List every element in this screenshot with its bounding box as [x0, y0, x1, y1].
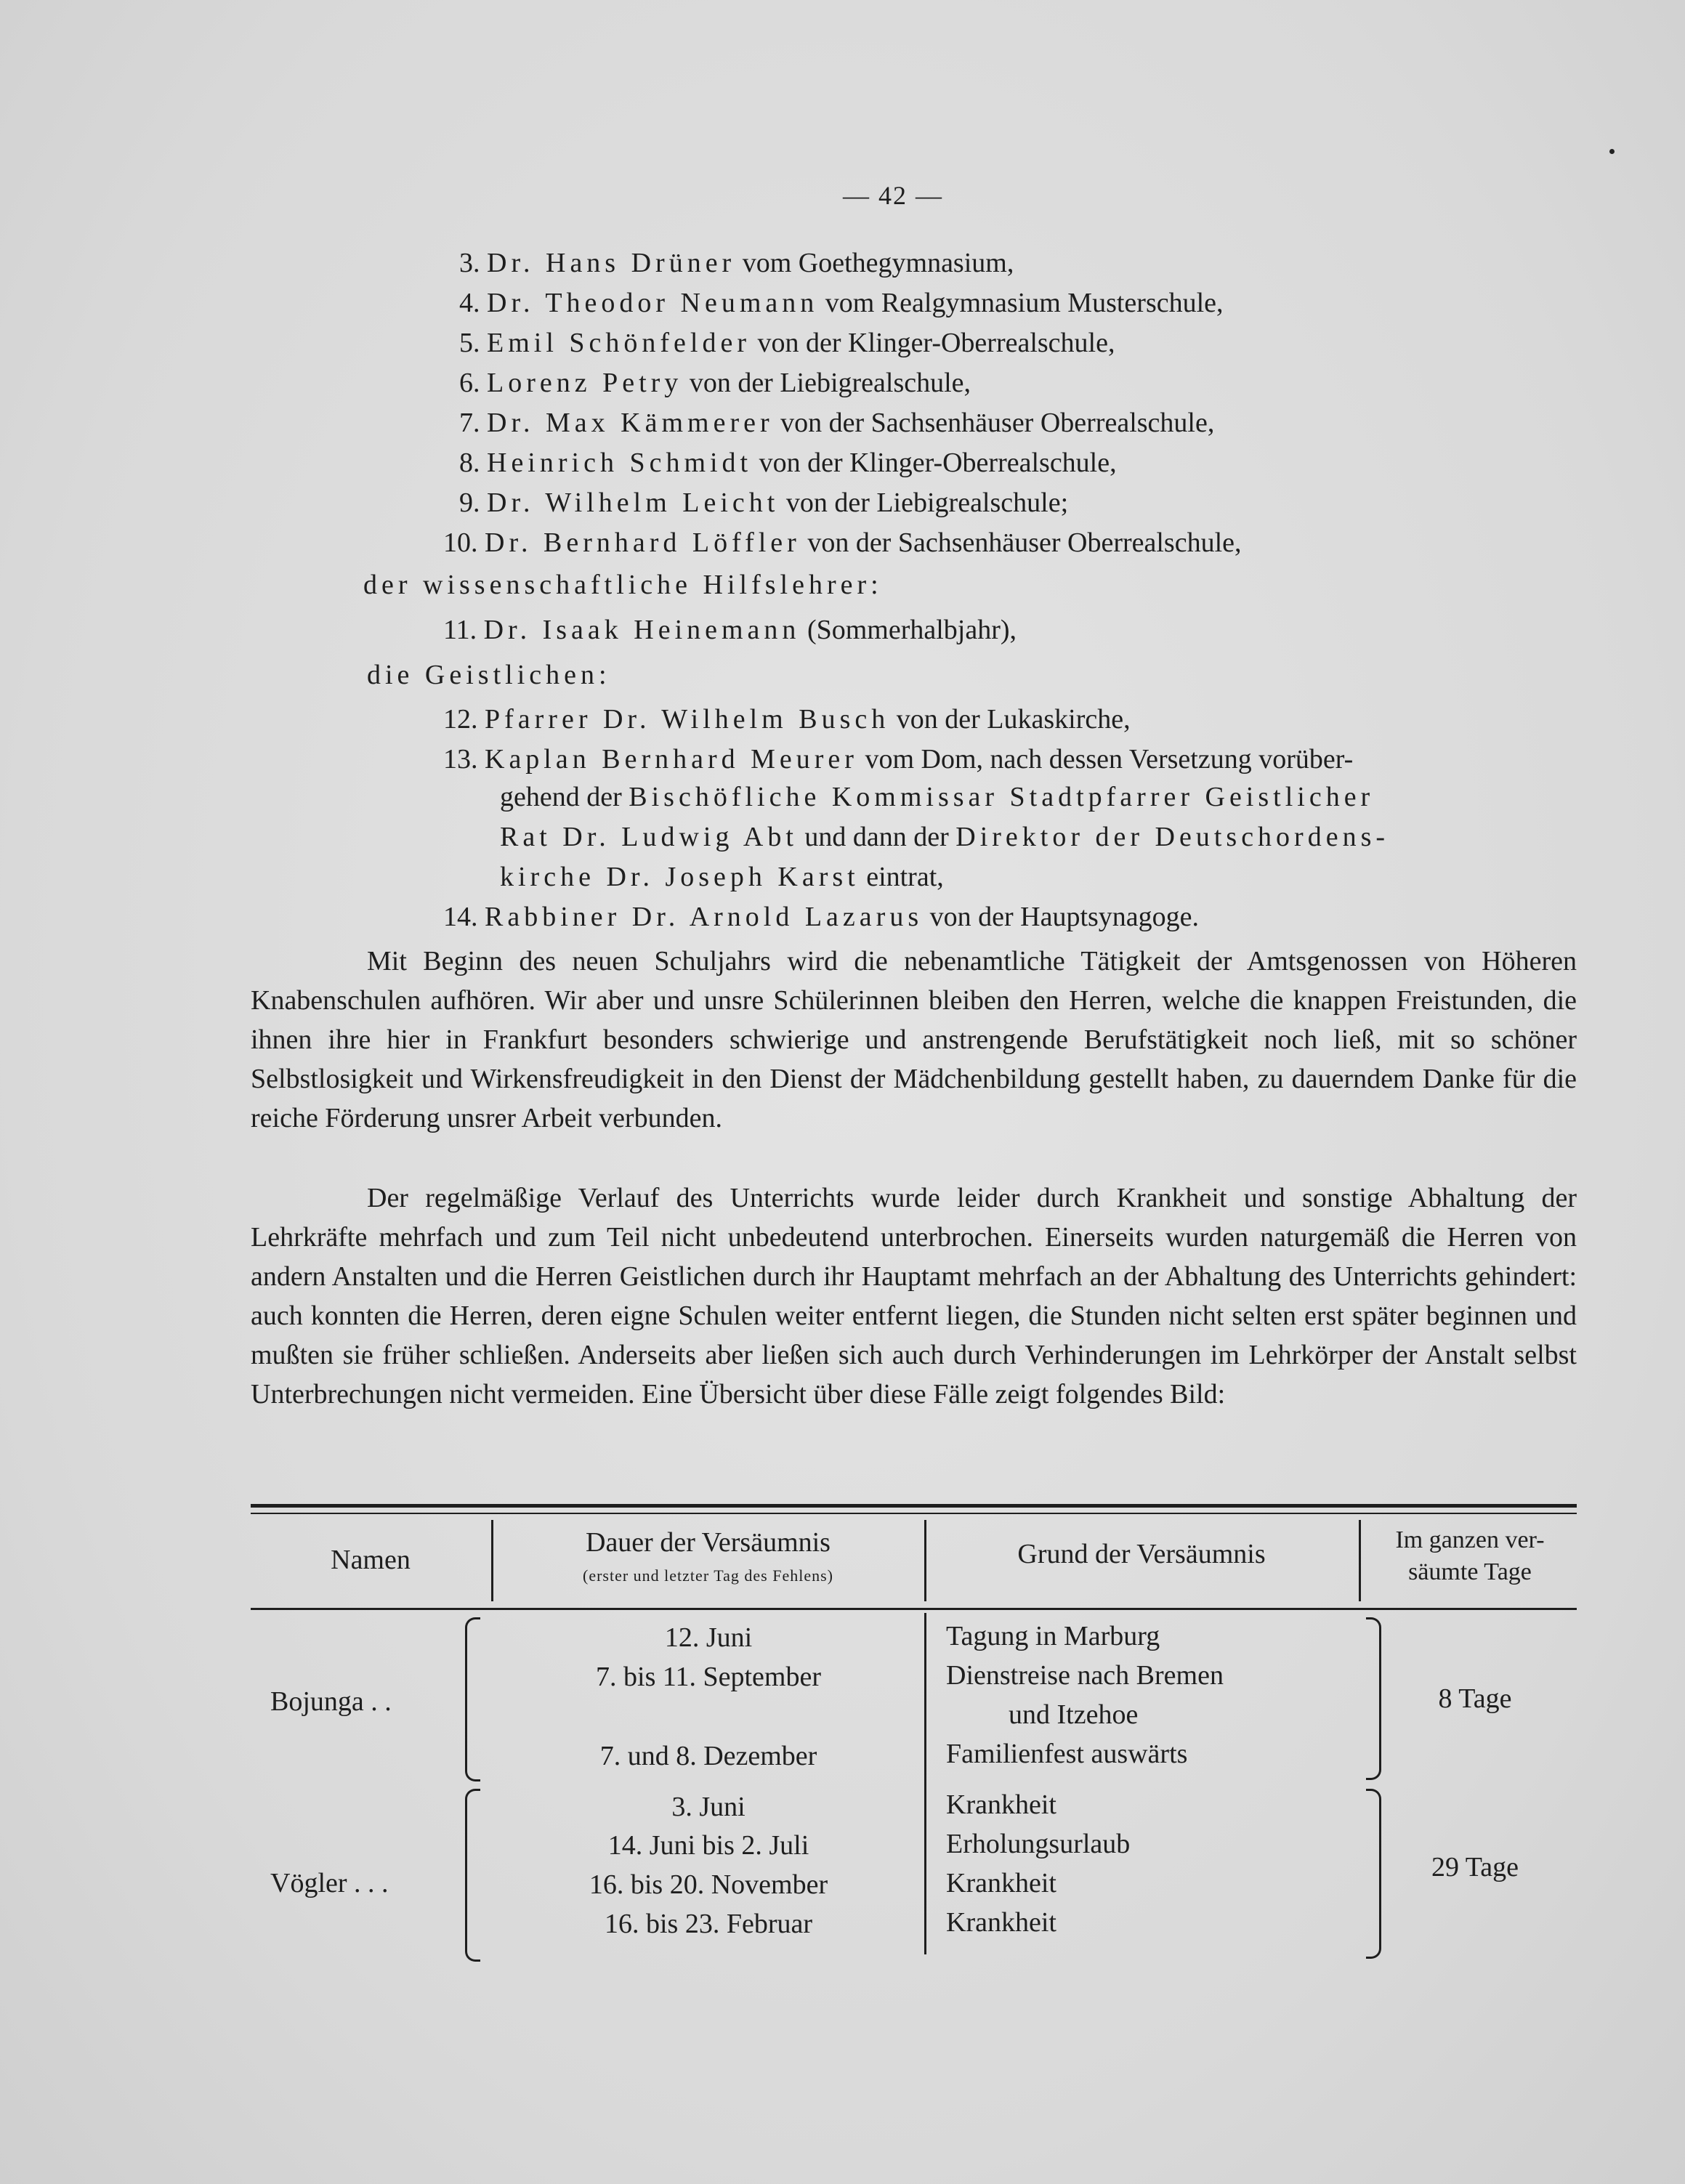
table-cell-date: 7. bis 11. September	[596, 1662, 821, 1692]
header-dauer	[496, 1526, 921, 1593]
speck-mark	[1609, 149, 1615, 154]
table-cell-reason: Krankheit	[946, 1907, 1056, 1938]
header-total	[1363, 1524, 1577, 1588]
table-cell-date: 12. Juni	[664, 1622, 753, 1653]
brace-left	[465, 1789, 480, 1962]
table-cell-date: 16. bis 20. November	[589, 1869, 828, 1900]
table-cell-date: 14. Juni bis 2. Juli	[607, 1830, 809, 1861]
list-item: 13. Kaplan Bernhard Meurer vom Dom, nach dessen Versetzung vorüber-	[443, 744, 1354, 774]
table-cell-date: 7. und 8. Dezember	[599, 1741, 817, 1771]
list-item-continuation: Rat Dr. Ludwig Abt und dann der Direktor der Deutschordens-	[500, 822, 1390, 852]
list-item: 6. Lorenz Petry von der Liebigrealschule,	[459, 368, 971, 398]
header-total-line2: säumte Tage	[1408, 1558, 1532, 1585]
table-cell-reason: Erholungsurlaub	[946, 1829, 1131, 1859]
list-item: 8. Heinrich Schmidt von der Klinger-Oberrealschule,	[459, 448, 1117, 478]
header-grund: Grund der Versäumnis	[1017, 1539, 1266, 1569]
list-item: 10. Dr. Bernhard Löffler von der Sachsenhäuser Oberrealschule,	[443, 527, 1242, 558]
table-top-rule-thin	[251, 1513, 1577, 1514]
section-heading: der wissenschaftliche Hilfslehrer:	[363, 570, 883, 600]
table-cell-reason: Krankheit	[946, 1868, 1056, 1898]
table-cell-total: 8 Tage	[1438, 1683, 1512, 1714]
table-header-rule	[251, 1608, 1577, 1610]
table-cell-reason: Familienfest auswärts	[946, 1739, 1188, 1769]
column-divider	[924, 1520, 926, 1601]
list-item: 4. Dr. Theodor Neumann vom Realgymnasium Musterschule,	[459, 288, 1224, 318]
table-row-name: Vögler . . .	[270, 1868, 389, 1898]
list-item: 12. Pfarrer Dr. Wilhelm Busch von der Lukaskirche,	[443, 704, 1131, 735]
table-cell-reason: Tagung in Marburg	[946, 1621, 1160, 1651]
paragraph-text: Mit Beginn des neuen Schuljahrs wird die nebenamtliche Tätigkeit der Amtsgenossen von Höheren Knabenschulen aufhören. Wir aber und unsre Schülerinnen bleiben den Herren, welche die knappen Freistunden, die ihnen ihre hier in Frankfurt besonders schwierige und anstrengende Berufstätigkeit noch ließ, mit so schöner Selbstlosigkeit und Wirkensfreudigkeit in den Dienst der Mädchenbildung gestellt haben, zu dauerndem Danke für die reiche Förderung unsrer Arbeit verbunden.	[251, 946, 1577, 1133]
header-dauer-title: Dauer der Versäumnis	[586, 1527, 831, 1558]
list-item: 3. Dr. Hans Drüner vom Goethegymnasium,	[459, 248, 1014, 278]
list-item-continuation: kirche Dr. Joseph Karst eintrat,	[500, 862, 944, 892]
table-cell-total: 29 Tage	[1431, 1852, 1519, 1882]
header-namen: Namen	[331, 1545, 411, 1575]
table-cell-reason: und Itzehoe	[1009, 1699, 1139, 1730]
brace-right	[1366, 1617, 1381, 1780]
page-number: — 42 —	[843, 181, 943, 210]
table-cell-date: 3. Juni	[671, 1792, 745, 1822]
table-top-rule	[251, 1504, 1577, 1508]
paragraph	[251, 1178, 1577, 1414]
column-divider	[1359, 1520, 1361, 1601]
table-row-name: Bojunga . .	[270, 1686, 392, 1717]
list-item: 11. Dr. Isaak Heinemann (Sommerhalbjahr),	[443, 615, 1017, 645]
list-item: 14. Rabbiner Dr. Arnold Lazarus von der Hauptsynagoge.	[443, 902, 1200, 932]
list-item: 7. Dr. Max Kämmerer von der Sachsenhäuser Oberrealschule,	[459, 408, 1215, 438]
brace-right	[1366, 1789, 1381, 1959]
paragraph	[251, 942, 1577, 1138]
list-item: 5. Emil Schönfelder von der Klinger-Oberrealschule,	[459, 328, 1115, 358]
header-dauer-note: (erster und letzter Tag des Fehlens)	[583, 1566, 833, 1585]
brace-left	[465, 1617, 480, 1781]
table-cell-reason: Krankheit	[946, 1789, 1056, 1820]
column-divider	[491, 1520, 493, 1601]
list-item: 9. Dr. Wilhelm Leicht von der Liebigrealschule;	[459, 488, 1069, 518]
table-cell-date: 16. bis 23. Februar	[604, 1909, 813, 1939]
column-divider	[924, 1613, 926, 1954]
header-total-line1: Im ganzen ver-	[1395, 1526, 1545, 1553]
paragraph-text: Der regelmäßige Verlauf des Unterrichts wurde leider durch Krankheit und sonstige Abhaltung der Lehrkräfte mehrfach und zum Teil nicht unbedeutend unterbrochen. Einerseits wurden naturgemäß die Herren von andern Anstalten und die Herren Geistlichen durch ihr Hauptamt mehrfach an der Abhaltung des Unterrichts gehindert: auch konnten die Herren, deren eigne Schulen weiter entfernt liegen, die Stunden nicht selten erst später beginnen und mußten sie früher schließen. Anderseits aber ließen sich auch durch Verhinderungen im Lehrkörper der Anstalt selbst Unterbrechungen nicht vermeiden. Eine Übersicht über diese Fälle zeigt folgendes Bild:	[251, 1183, 1577, 1410]
table-cell-reason: Dienstreise nach Bremen	[946, 1660, 1224, 1691]
section-heading: die Geistlichen:	[367, 660, 611, 690]
list-item-continuation: gehend der Bischöfliche Kommissar Stadtpfarrer Geistlicher	[500, 782, 1375, 812]
